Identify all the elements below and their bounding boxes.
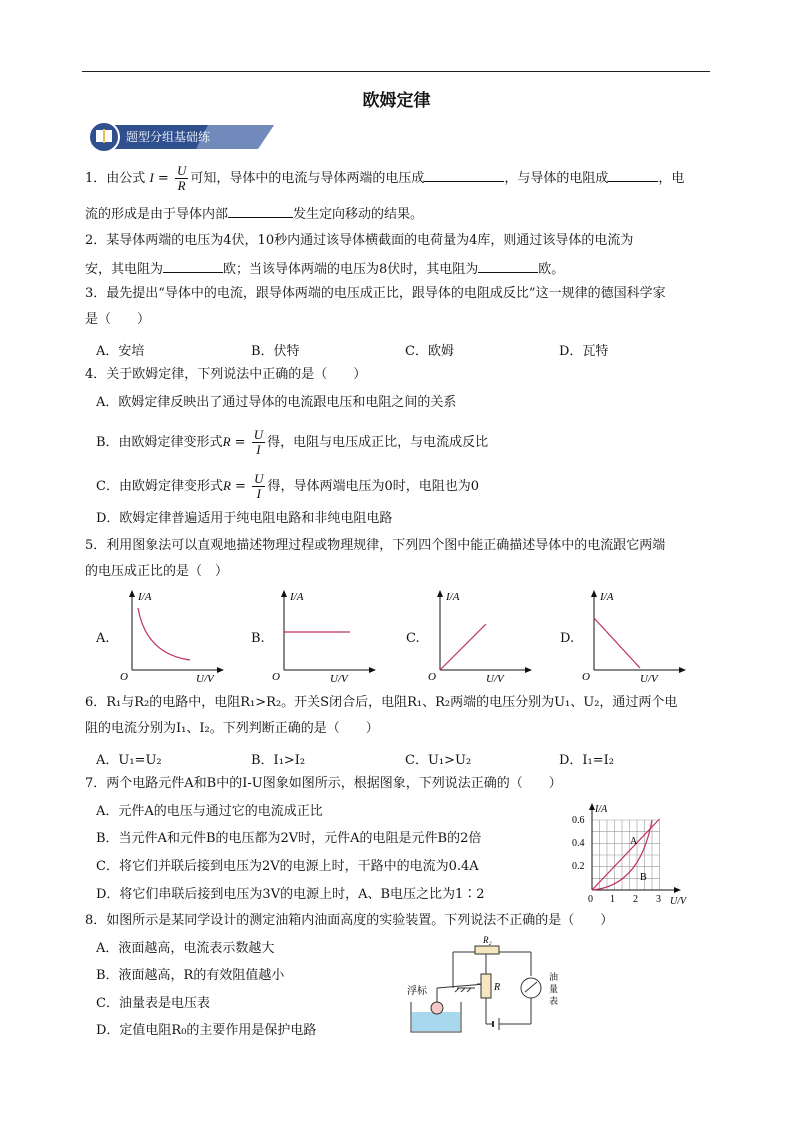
question-8: 8．如图所示是某同学设计的测定油箱内油面高度的实验装置。下列说法不正确的是（ ） — [85, 913, 614, 928]
option-c[interactable]: C．欧姆 — [405, 344, 454, 359]
option-a[interactable]: A. — [96, 631, 110, 646]
svg-text:2: 2 — [633, 894, 638, 905]
option-c[interactable]: C．U₁>U₂ — [405, 753, 472, 768]
option-b[interactable]: B．由欧姆定律变形式R = $\frac{U}{I}$ 得，电阻与电压成正比，与电流成反比 — [96, 427, 489, 457]
option-c[interactable]: C．油量表是电压表 — [96, 996, 210, 1011]
svg-text:油: 油 — [549, 972, 559, 982]
svg-text:0.2: 0.2 — [572, 861, 585, 872]
svg-text:B: B — [640, 872, 647, 883]
question-5-graphs — [96, 588, 736, 683]
svg-text:1: 1 — [610, 894, 615, 905]
option-b[interactable]: B．伏特 — [251, 344, 300, 359]
svg-text:U/V: U/V — [640, 673, 658, 683]
option-b[interactable]: B．液面越高，R的有效阻值越小 — [96, 968, 285, 983]
question-6-cont: 阻的电流分别为I₁、I₂。下列判断正确的是（ ） — [85, 721, 379, 736]
question-5-cont: 的电压成正比的是（ ） — [85, 564, 229, 579]
question-2-cont: 安，其电阻为 欧；当该导体两端的电压为8伏时，其电阻为 欧。 — [85, 258, 564, 279]
svg-text:0: 0 — [588, 894, 593, 905]
question-6: 6．R₁与R₂的电路中，电阻R₁>R₂。开关S闭合后，电阻R₁、R₂两端的电压分别为U₁、U₂，通过两个电 — [85, 695, 678, 710]
svg-text:A: A — [630, 836, 638, 847]
answer-blank[interactable] — [163, 258, 223, 273]
svg-text:O: O — [120, 671, 128, 683]
question-3: 3．最先提出“导体中的电流，跟导体两端的电压成正比，跟导体的电阻成反比”这一规律的德国科学家 — [85, 286, 666, 301]
option-a[interactable]: A．欧姆定律反映出了通过导体的电流跟电压和电阻之间的关系 — [96, 395, 457, 410]
svg-text:浮标: 浮标 — [407, 986, 427, 997]
svg-text:I/A: I/A — [600, 591, 614, 603]
svg-text:O: O — [428, 671, 436, 683]
answer-blank[interactable] — [608, 167, 658, 182]
svg-text:0.4: 0.4 — [572, 838, 585, 849]
svg-text:U/V: U/V — [670, 896, 687, 907]
svg-text:I/A: I/A — [595, 804, 608, 815]
question-1-cont: 流的形成是由于导体内部 发生定向移动的结果。 — [85, 203, 423, 224]
option-b[interactable]: B．I₁>I₂ — [251, 753, 306, 768]
question-4: 4．关于欧姆定律，下列说法中正确的是（ ） — [85, 367, 367, 382]
question-5: 5．利用图象法可以直观地描述物理过程或物理规律，下列四个图中能正确描述导体中的电流跟它两端 — [85, 538, 666, 553]
option-b[interactable]: B．当元件A和元件B的电压都为2V时，元件A的电阻是元件B的2倍 — [96, 831, 482, 846]
answer-blank[interactable] — [228, 203, 293, 218]
svg-text:表: 表 — [549, 996, 559, 1006]
svg-text:量: 量 — [549, 984, 559, 994]
option-c[interactable]: C. — [406, 631, 420, 646]
question-2: 2．某导体两端的电压为4伏，10秒内通过该导体横截面的电荷量为4库，则通过该导体的电流为 — [85, 233, 634, 248]
svg-text:I/A: I/A — [446, 591, 460, 603]
svg-text:3: 3 — [656, 894, 661, 905]
answer-blank[interactable] — [478, 258, 538, 273]
option-a[interactable]: A．U₁=U₂ — [96, 753, 162, 768]
question-7: 7．两个电路元件A和B中的I-U图象如图所示，根据图象，下列说法正确的（ ） — [85, 776, 562, 791]
q7-iu-graph — [570, 800, 695, 908]
option-b[interactable]: B. — [251, 631, 265, 646]
svg-text:U/V: U/V — [486, 673, 504, 683]
option-d[interactable]: D．欧姆定律普遍适用于纯电阻电路和非纯电阻电路 — [96, 511, 393, 526]
option-d[interactable]: D. — [560, 631, 575, 646]
svg-text:U/V: U/V — [196, 673, 214, 683]
svg-text:O: O — [272, 671, 280, 683]
svg-text:R: R — [494, 982, 501, 993]
book-icon — [96, 129, 112, 143]
header-rule — [82, 71, 710, 72]
section-banner — [88, 120, 278, 152]
graph-d — [578, 588, 688, 683]
option-c[interactable]: C．将它们并联后接到电压为2V的电源上时，干路中的电流为0.4A — [96, 859, 479, 874]
svg-text:R₂: R₂ — [483, 935, 492, 945]
option-a[interactable]: A．安培 — [96, 344, 145, 359]
option-d[interactable]: D．将它们串联后接到电压为3V的电源上时，A、B电压之比为1∶2 — [96, 887, 485, 902]
option-c[interactable]: C．由欧姆定律变形式R = $\frac{U}{I}$ 得，导体两端电压为0时，电阻也为0 — [96, 471, 480, 501]
option-a[interactable]: A．液面越高，电流表示数越大 — [96, 941, 275, 956]
page-title: 欧姆定律 — [362, 91, 431, 111]
svg-text:I/A: I/A — [290, 591, 304, 603]
option-d[interactable]: D．瓦特 — [559, 344, 609, 359]
graph-c — [424, 588, 534, 683]
option-d[interactable]: D．定值电阻R₀的主要作用是保护电路 — [96, 1023, 317, 1038]
graph-b — [268, 588, 378, 683]
svg-text:I/A: I/A — [138, 591, 152, 603]
option-d[interactable]: D．I₁=I₂ — [559, 753, 615, 768]
svg-text:U/V: U/V — [330, 673, 348, 683]
option-a[interactable]: A．元件A的电压与通过它的电流成正比 — [96, 804, 323, 819]
graph-a — [116, 588, 226, 683]
banner-label: 题型分组基础练 — [126, 130, 211, 144]
answer-blank[interactable] — [424, 167, 504, 182]
q8-oil-gauge-circuit — [395, 932, 575, 1042]
svg-text:O: O — [582, 671, 590, 683]
question-3-cont: 是（ ） — [85, 312, 151, 327]
svg-text:0.6: 0.6 — [572, 815, 585, 826]
question-1: 1．由公式 I = $\frac{U}{R}$ 可知，导体中的电流与导体两端的电压成 ，与导体的电阻成 ，电 — [85, 163, 685, 193]
